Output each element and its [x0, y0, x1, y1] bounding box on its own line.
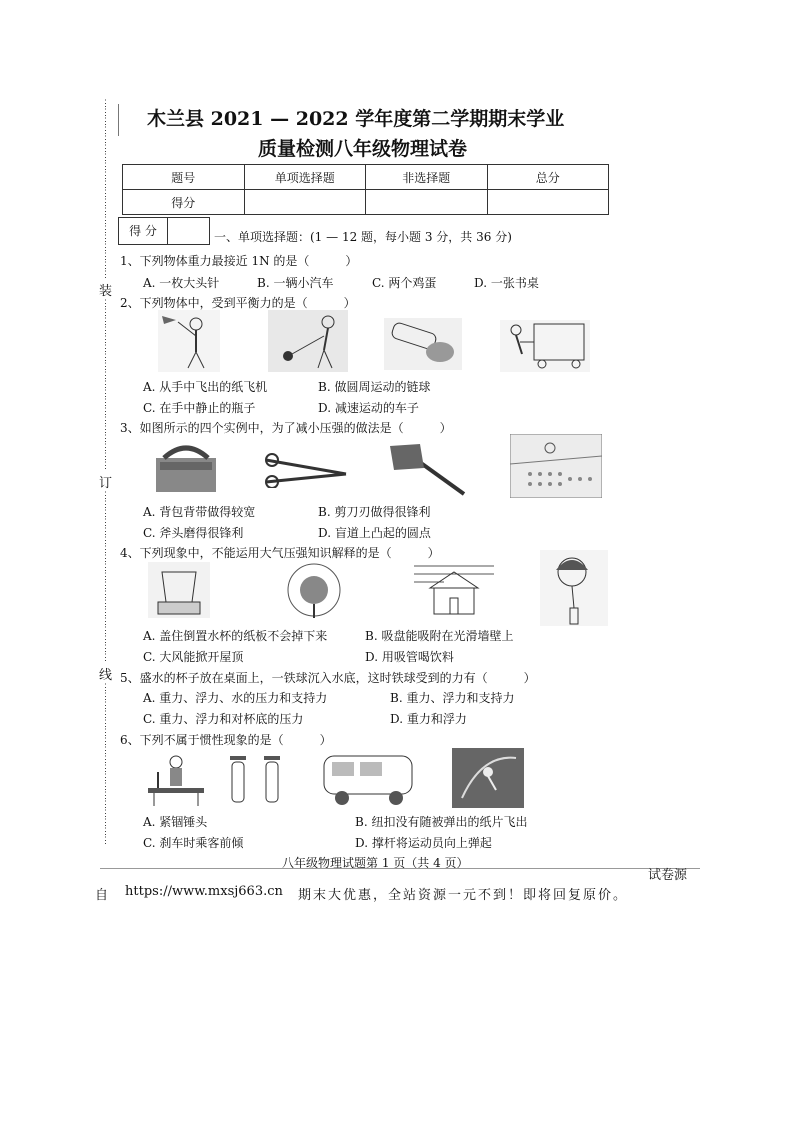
question-4-option-a[interactable]: A. 盖住倒置水杯的纸板不会掉下来 [143, 629, 328, 643]
source-url-link[interactable]: https://www.mxsj663.cn [125, 884, 283, 899]
question-4-option-d[interactable]: D. 用吸管喝饮料 [365, 650, 454, 664]
question-5-stem: 5、盛水的杯子放在桌面上，一铁球沉入水底，这时铁球受到的力有（ ） [120, 671, 536, 685]
score-header-question: 题号 [123, 165, 245, 190]
binding-char-zhuang: 装 [99, 284, 113, 299]
axe-figure-image [384, 440, 470, 496]
question-1-option-b[interactable]: B. 一辆小汽车 [257, 276, 334, 290]
score-header-nonchoice: 非选择题 [366, 165, 488, 190]
binding-char-xian: 线 [99, 668, 113, 683]
question-2-option-c[interactable]: C. 在手中静止的瓶子 [143, 401, 256, 415]
question-4-option-b[interactable]: B. 吸盘能吸附在光滑墙壁上 [365, 629, 514, 643]
score-cell-nonchoice[interactable] [366, 190, 488, 215]
question-2-option-b[interactable]: B. 做圆周运动的链球 [318, 380, 431, 394]
question-4-option-c[interactable]: C. 大风能掀开屋顶 [143, 650, 244, 664]
suction-cup-figure-image [284, 560, 342, 620]
corner-mark [118, 104, 119, 136]
question-3-option-b[interactable]: B. 剪刀刃做得很锋利 [318, 505, 431, 519]
question-1-stem: 1、下列物体重力最接近 1N 的是（ ） [120, 254, 358, 268]
inverted-cup-figure-image [148, 562, 210, 618]
question-2-stem: 2、下列物体中，受到平衡力的是（ ） [120, 296, 356, 310]
question-3-option-d[interactable]: D. 盲道上凸起的圆点 [318, 526, 431, 540]
pushing-cart-figure-image [500, 320, 590, 372]
grade-box [118, 217, 210, 245]
question-1-option-a[interactable]: A. 一枚大头针 [143, 276, 220, 290]
question-5-option-d[interactable]: D. 重力和浮力 [390, 712, 467, 726]
tactile-paving-figure-image [510, 434, 602, 498]
question-6-option-a[interactable]: A. 紧锢锤头 [143, 815, 208, 829]
hammer-bench-figure-image [146, 752, 208, 808]
page-title-line1: 木兰县 2021 — 2022 学年度第二学期期末学业 [147, 108, 565, 130]
question-4-stem: 4、下列现象中，不能运用大气压强知识解释的是（ ） [120, 546, 440, 560]
scissors-figure-image [262, 452, 348, 488]
pole-vault-figure-image [452, 748, 524, 808]
question-5-option-c[interactable]: C. 重力、浮力和对杯底的压力 [143, 712, 304, 726]
question-5-option-a[interactable]: A. 重力、浮力、水的压力和支持力 [143, 691, 328, 705]
binding-dots-4: ⋮ ⋮ ⋮ ⋮ ⋮ ⋮ ⋮ ⋮ ⋮ ⋮ ⋮ ⋮ ⋮ ⋮ ⋮ ⋮ ⋮ ⋮ [101, 683, 109, 846]
question-6-option-c[interactable]: C. 刹车时乘客前倾 [143, 836, 244, 850]
question-6-option-d[interactable]: D. 撑杆将运动员向上弹起 [355, 836, 492, 850]
question-3-stem: 3、如图所示的四个实例中，为了减小压强的做法是（ ） [120, 421, 452, 435]
source-text-a: 试卷源 [648, 868, 688, 883]
girl-drinking-straw-figure-image [540, 550, 608, 626]
question-6-stem: 6、下列不属于惯性现象的是（ ） [120, 733, 332, 747]
question-2-option-d[interactable]: D. 减速运动的车子 [318, 401, 419, 415]
question-3-option-c[interactable]: C. 斧头磨得很锋利 [143, 526, 244, 540]
question-2-option-a[interactable]: A. 从手中飞出的纸飞机 [143, 380, 268, 394]
question-1-option-c[interactable]: C. 两个鸡蛋 [372, 276, 437, 290]
binding-char-ding: 订 [99, 476, 113, 491]
backpack-figure-image [150, 440, 222, 496]
bottle-in-hand-figure-image [384, 318, 462, 370]
house-wind-figure-image [414, 558, 496, 620]
question-3-option-a[interactable]: A. 背包背带做得较宽 [143, 505, 256, 519]
grade-label: 得 分 [119, 218, 168, 244]
section-heading: 一、单项选择题：(1 — 12 题，每小题 3 分，共 36 分) [214, 230, 512, 244]
binding-dots-2: ⋮ ⋮ ⋮ ⋮ ⋮ ⋮ ⋮ ⋮ ⋮ ⋮ ⋮ ⋮ ⋮ ⋮ ⋮ ⋮ ⋮ ⋮ ⋮ [101, 299, 109, 471]
promo-text: 期末大优惠，全站资源一元不到！即将回复原价。 [298, 888, 629, 903]
source-text-b: 自 [95, 888, 109, 903]
binding-dots-1: ⋮ ⋮ ⋮ ⋮ ⋮ ⋮ ⋮ ⋮ ⋮ ⋮ ⋮ ⋮ ⋮ ⋮ ⋮ ⋮ ⋮ ⋮ ⋮ ⋮ [101, 99, 109, 280]
page-title-line2: 质量检测八年级物理试卷 [258, 138, 468, 160]
paper-plane-figure-image [158, 310, 220, 372]
score-table [122, 164, 609, 215]
bus-passengers-figure-image [320, 750, 416, 808]
score-row-label: 得分 [123, 190, 245, 215]
score-cell-total[interactable] [487, 190, 609, 215]
coin-card-bottle-figure-image [226, 752, 286, 808]
question-6-option-b[interactable]: B. 纽扣没有随被弹出的纸片飞出 [355, 815, 528, 829]
hammer-throw-figure-image [268, 310, 348, 372]
question-5-option-b[interactable]: B. 重力、浮力和支持力 [390, 691, 515, 705]
score-header-single: 单项选择题 [244, 165, 366, 190]
score-cell-single[interactable] [244, 190, 366, 215]
footer-divider [100, 868, 700, 869]
binding-dots-3: ⋮ ⋮ ⋮ ⋮ ⋮ ⋮ ⋮ ⋮ ⋮ ⋮ ⋮ ⋮ ⋮ ⋮ ⋮ ⋮ ⋮ ⋮ ⋮ [101, 491, 109, 663]
score-header-total: 总分 [487, 165, 609, 190]
page-number: 八年级物理试题第 1 页（共 4 页） [282, 856, 469, 870]
question-1-option-d[interactable]: D. 一张书桌 [474, 276, 539, 290]
